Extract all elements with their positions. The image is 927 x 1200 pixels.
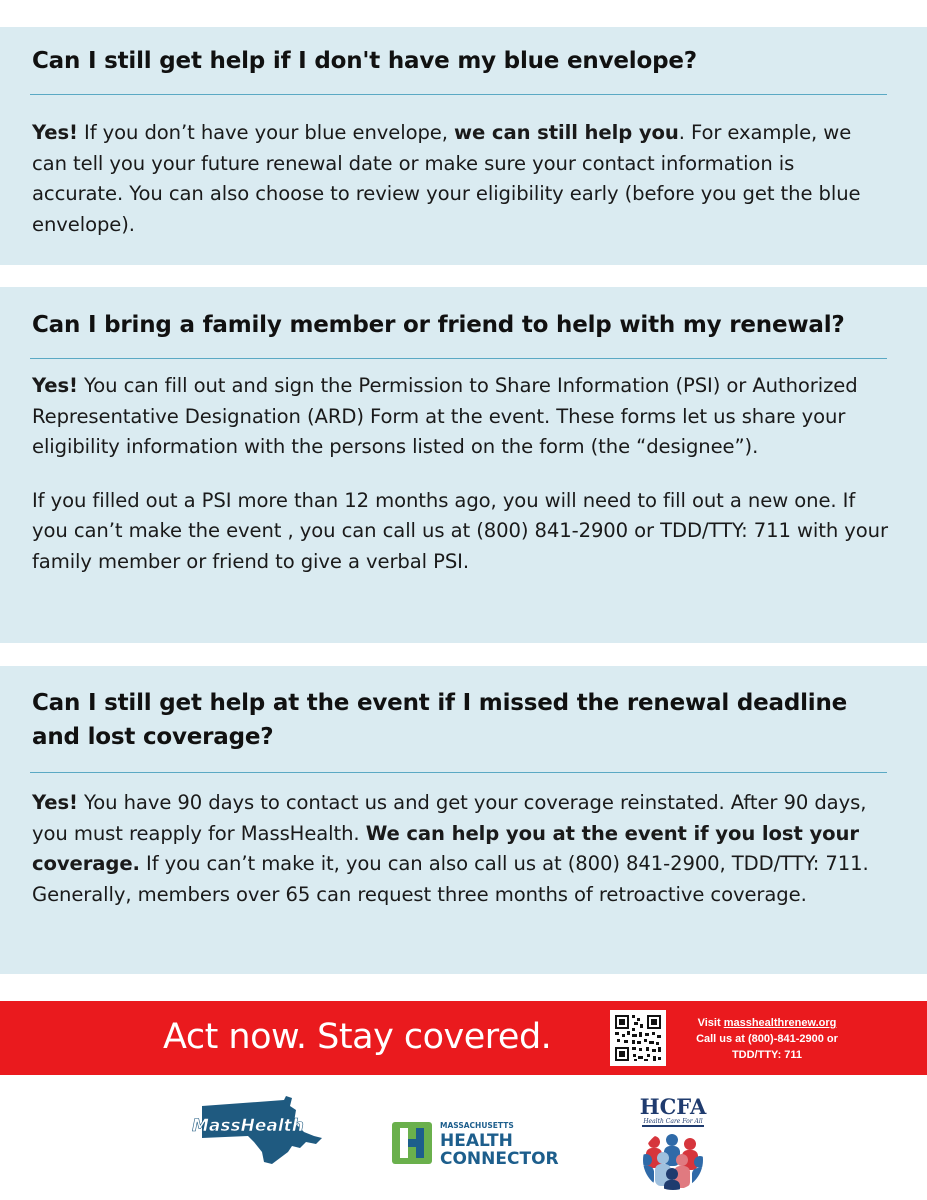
faq-answer (32, 788, 891, 910)
answer-text: You can fill out and sign the Permission to Share Information (PSI) or Authorized Representative Designation (ARD) Form at the event. These forms let us share your eligibility information with the persons listed on the form (the “designee”). (32, 374, 858, 458)
faq-question: Can I still get help at the event if I missed the renewal deadline and lost coverage? (32, 690, 848, 750)
visit-prefix: Visit (697, 1017, 724, 1029)
faq-answer (32, 118, 891, 240)
connector-state-text: MASSACHUSETTS (440, 1121, 514, 1130)
connector-health-text: HEALTH (440, 1131, 513, 1151)
faq-section-family-member (0, 287, 927, 643)
faq-question: Can I bring a family member or friend to help with my renewal? (32, 312, 845, 338)
health-connector-logo (392, 1118, 562, 1170)
website-link[interactable]: masshealthrenew.org (723, 1017, 837, 1029)
banner-slogan: Act now. Stay covered. (163, 1017, 552, 1057)
answer-lead: Yes! (32, 374, 78, 397)
cta-banner (0, 1001, 927, 1075)
answer-emphasis: we can still help you (454, 121, 679, 144)
answer-lead: Yes! (32, 121, 78, 144)
connector-name-text: CONNECTOR (440, 1149, 559, 1169)
qr-code-icon[interactable] (610, 1010, 666, 1066)
call-line: Call us at (800)-841-2900 or (696, 1033, 838, 1045)
hcfa-subtitle: Health Care For All (643, 1118, 703, 1125)
masshealth-map-icon (188, 1092, 328, 1174)
faq-answer-paragraph: If you filled out a PSI more than 12 months ago, you will need to fill out a new one. If you can’t make the event , you can call us at (800) 841-2900 or TDD/TTY: 711 with your family member or friend to give a verbal PSI. (32, 488, 888, 573)
hcfa-people-icon (632, 1094, 714, 1192)
faq-answer (32, 371, 891, 463)
divider (30, 94, 887, 95)
masshealth-wordmark: MassHealth (192, 1116, 304, 1136)
divider (30, 772, 887, 773)
hcfa-wordmark: HCFA (639, 1094, 707, 1119)
tty-line: TDD/TTY: 711 (731, 1049, 803, 1061)
answer-emphasis: We can help you at the event if you lost your coverage. (32, 821, 859, 875)
masshealth-logo (188, 1092, 328, 1174)
answer-lead: Yes! (32, 791, 78, 814)
faq-question: Can I still get help if I don't have my blue envelope? (32, 48, 697, 74)
answer-text: You have 90 days to contact us and get your coverage reinstated. After 90 days, you must reapply for MassHealth. (32, 791, 867, 845)
banner-contact (682, 1015, 852, 1063)
divider (30, 358, 887, 359)
visit-line (682, 1015, 852, 1031)
faq-section-blue-envelope (0, 27, 927, 265)
health-connector-icon (392, 1118, 562, 1170)
hcfa-logo (632, 1094, 714, 1192)
answer-text: . For example, we can tell you your future renewal date or make sure your contact information is accurate. You can also choose to review your eligibility early (before you get the blue envelope). (32, 121, 861, 236)
faq-section-missed-deadline (0, 666, 927, 974)
answer-text: If you don’t have your blue envelope, (77, 121, 455, 144)
qr-code-graphic (610, 1010, 666, 1066)
answer-text: If you can’t make it, you can also call us at (800) 841-2900, TDD/TTY: 711. Generally, members over 65 can request three months of retroactive coverage. (32, 852, 869, 906)
